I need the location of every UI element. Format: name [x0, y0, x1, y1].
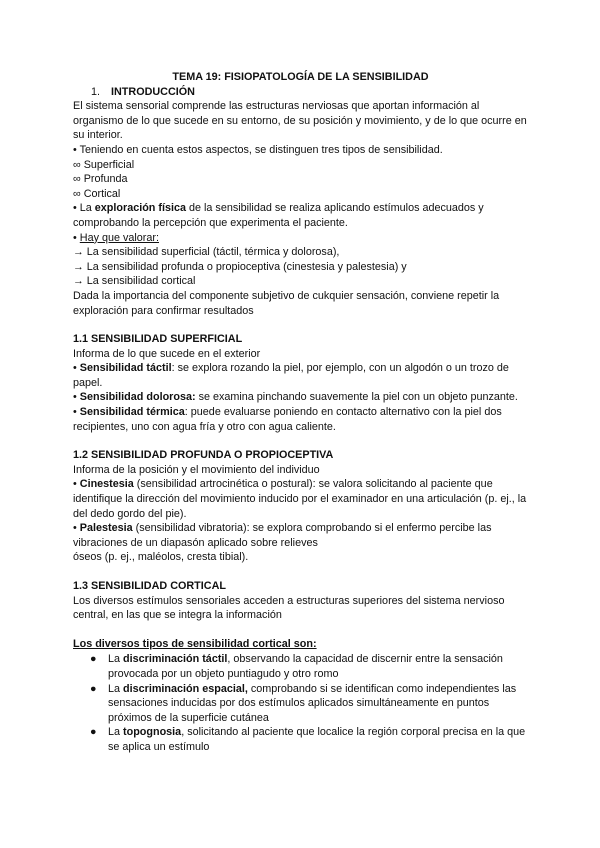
- bullet-item: [73, 390, 528, 405]
- intro-types-sentence: • Teniendo en cuenta estos aspectos, se distinguen tres tipos de sensibilidad.: [73, 143, 443, 156]
- text-span: de la sensibilidad se realiza aplicando estímulos adecuados y comprobando la percepción que experimenta el paciente.: [73, 202, 484, 229]
- underlined-term: Hay que valorar:: [79, 231, 159, 244]
- continuation-line: óseos (p. ej., maléolos, cresta tibial).: [73, 551, 249, 564]
- document-title: TEMA 19: FISIOPATOLOGÍA DE LA SENSIBILIDAD: [172, 71, 429, 83]
- bullet-dot-icon: ●: [90, 726, 97, 739]
- valorar-line: [73, 231, 528, 246]
- bullet-dot-icon: ●: [90, 682, 97, 695]
- document-body: [73, 70, 528, 755]
- text-span: •: [73, 231, 80, 244]
- bold-term: topognosia: [123, 726, 182, 739]
- section-intro: Informa de lo que sucede en el exterior: [73, 347, 261, 360]
- section-intro: Informa de la posición y el movimiento del individuo: [73, 463, 320, 476]
- type-item-cortical: ∞ Cortical: [73, 187, 121, 200]
- section-heading-superficial: 1.1 SENSIBILIDAD SUPERFICIAL: [73, 333, 243, 346]
- bullet-glyph: •: [73, 391, 80, 404]
- conclusion-paragraph: Dada la importancia del componente subjetivo de cukquier sensación, conviene repetir la exploración para confirmar resultados: [73, 289, 500, 317]
- intro-paragraph: El sistema sensorial comprende las estructuras nerviosas que aportan información al organismo de lo que sucede en su entorno, de su posición y movimiento, y de lo que ocurre en su interior.: [73, 100, 527, 142]
- text-span: : puede evaluarse poniendo en contacto alternativo con la piel dos recipientes, uno con agua fría y otro con agua caliente.: [73, 406, 502, 433]
- cortical-list: [73, 652, 528, 754]
- type-item-profunda: ∞ Profunda: [73, 173, 128, 186]
- bullet-item: [73, 477, 528, 521]
- bullet-glyph: •: [73, 406, 80, 419]
- text-span: La: [108, 653, 124, 666]
- text-span: , solicitando al paciente que localice la región corporal precisa en la que se aplica un estímulo: [108, 726, 526, 753]
- bold-term: Sensibilidad táctil: [79, 362, 172, 375]
- bullet-dot-icon: ●: [90, 653, 97, 666]
- bold-term: discriminación espacial,: [123, 682, 248, 695]
- cortical-subheading: Los diversos tipos de sensibilidad cortical son:: [73, 637, 317, 650]
- list-item: [73, 682, 528, 726]
- bold-term: Cinestesia: [79, 478, 134, 491]
- bold-term: Sensibilidad dolorosa:: [79, 391, 196, 404]
- section-heading-cortical: 1.3 SENSIBILIDAD CORTICAL: [73, 580, 226, 592]
- section-heading-introduccion: [73, 85, 528, 100]
- text-span: (sensibilidad vibratoria): se explora comprobando si el enfermo percibe las vibraciones de un diapasón aplicado sobre relieves: [73, 522, 492, 549]
- text-span: comprobando si se identifican como independientes las sensaciones inducidas por dos estímulos aplicados simultáneamente en puntos próximos de la superficie cutánea: [108, 682, 517, 724]
- text-span: La: [108, 682, 124, 695]
- text-span: (sensibilidad artrocinética o postural): se valora solicitando al paciente que identifique la dirección del movimiento inducido por el examinador en una articulación (p. ej., la del dedo gordo del pie).: [73, 478, 527, 520]
- bullet-glyph: •: [73, 362, 80, 375]
- text-span: , observando la capacidad de discernir entre la sensación provocada por un objeto puntiagudo y otro romo: [108, 653, 503, 680]
- text-span: • La: [73, 202, 95, 215]
- bullet-item: [73, 361, 528, 390]
- text-span: La: [108, 726, 124, 739]
- bold-term: exploración física: [94, 202, 187, 215]
- bullet-glyph: •: [73, 478, 80, 491]
- exploracion-paragraph: [73, 201, 528, 230]
- bullet-item: [73, 521, 528, 550]
- bold-term: discriminación táctil: [123, 653, 228, 666]
- section-heading-profunda: 1.2 SENSIBILIDAD PROFUNDA O PROPIOCEPTIVA: [73, 449, 334, 462]
- section-heading-text: INTRODUCCIÓN: [111, 85, 195, 98]
- arrow-item: → La sensibilidad profunda o propioceptiva (cinestesia y palestesia) y: [73, 260, 407, 273]
- bold-term: Palestesia: [79, 522, 133, 535]
- arrow-item: → La sensibilidad cortical: [73, 275, 196, 288]
- list-item: [73, 725, 528, 754]
- bold-term: Sensibilidad térmica: [79, 406, 185, 419]
- arrow-item: → La sensibilidad superficial (táctil, térmica y dolorosa),: [73, 246, 340, 259]
- section-number: 1.: [91, 85, 101, 98]
- text-span: : se explora rozando la piel, por ejemplo, con un algodón o un trozo de papel.: [73, 362, 509, 389]
- type-item-superficial: ∞ Superficial: [73, 158, 135, 171]
- bullet-item: [73, 405, 528, 434]
- section-intro: Los diversos estímulos sensoriales acceden a estructuras superiores del sistema nervioso central, en las que se integra la información: [73, 594, 505, 622]
- list-item: [73, 652, 528, 681]
- text-span: se examina pinchando suavemente la piel con un objeto punzante.: [195, 391, 518, 404]
- bullet-glyph: •: [73, 522, 80, 535]
